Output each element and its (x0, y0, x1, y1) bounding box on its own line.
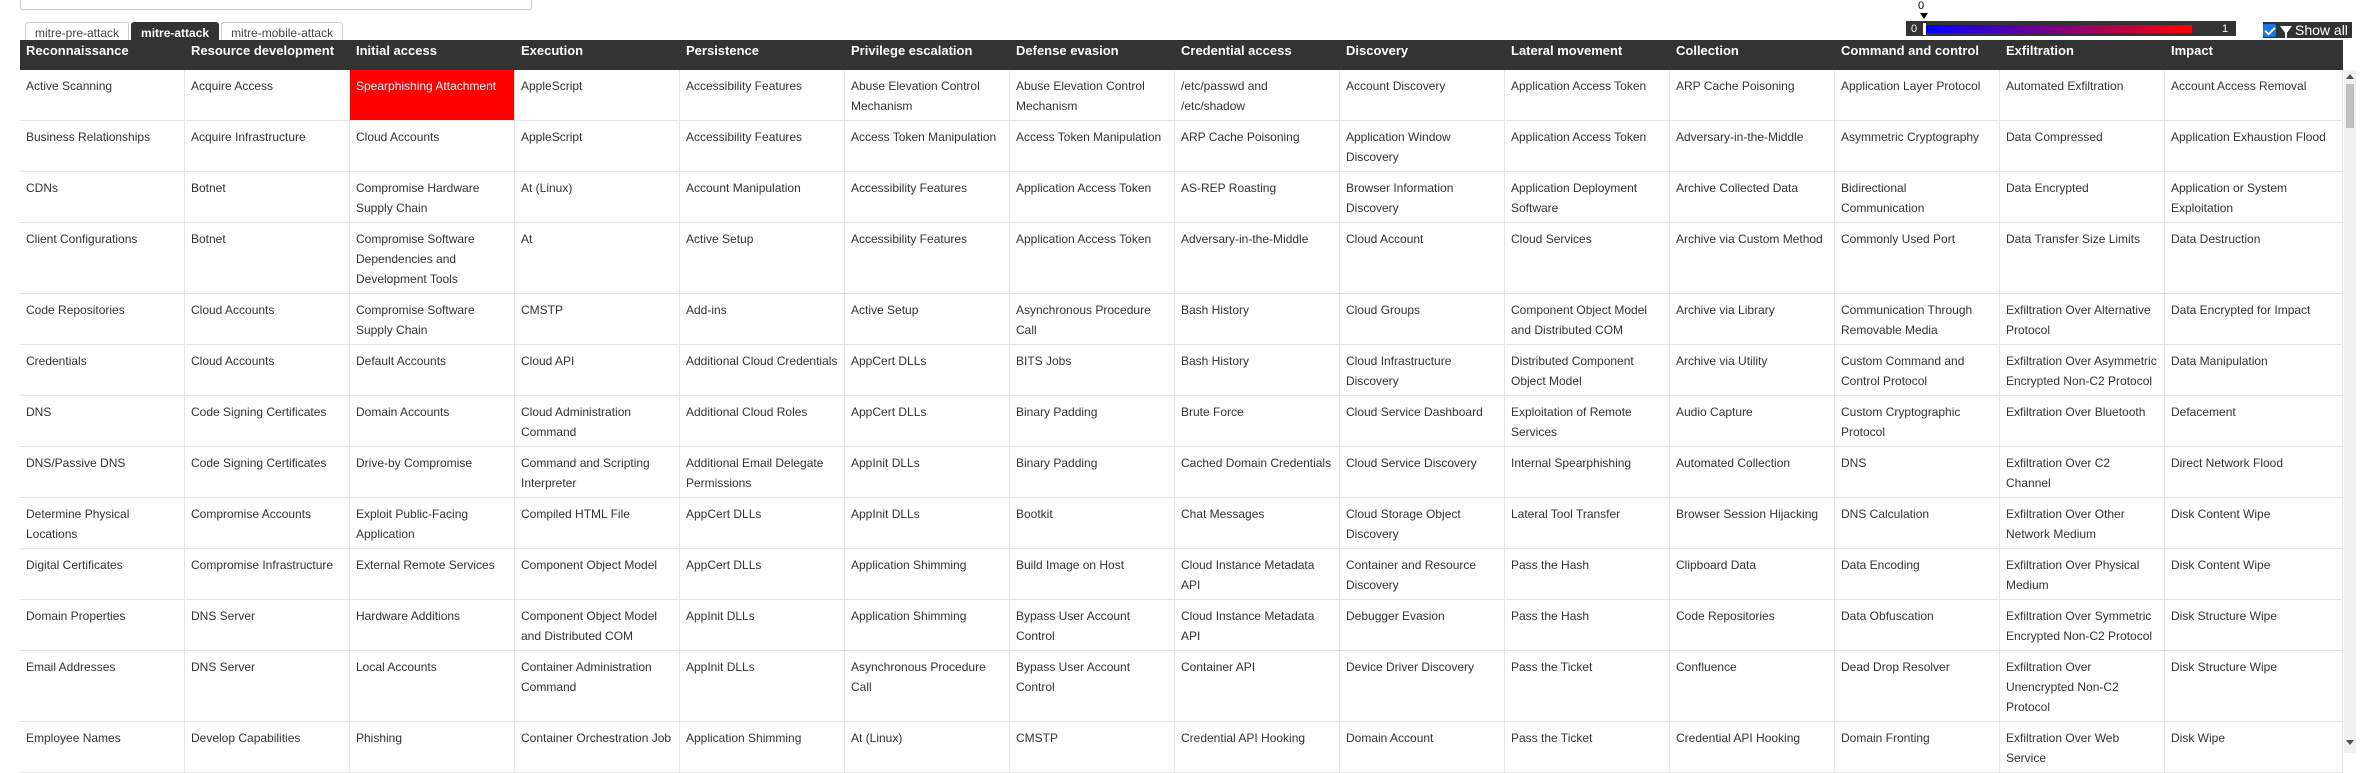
technique-cell[interactable]: Account Discovery (1340, 70, 1505, 120)
technique-cell[interactable]: Automated Collection (1670, 447, 1835, 497)
technique-cell[interactable]: Cloud Accounts (185, 345, 350, 395)
technique-cell[interactable]: Active Setup (680, 223, 845, 293)
technique-cell[interactable]: Compiled HTML File (515, 498, 680, 548)
column-header: Execution (521, 43, 584, 58)
table-body (20, 70, 2343, 773)
technique-cell[interactable]: Archive via Utility (1670, 345, 1835, 395)
technique-cell[interactable]: Cloud Groups (1340, 294, 1505, 344)
technique-cell[interactable]: Credential API Hooking (1670, 722, 1835, 772)
technique-cell[interactable]: AppCert DLLs (680, 498, 845, 548)
column-header: Reconnaissance (26, 43, 129, 58)
tab-mitre-attack[interactable]: mitre-attack (131, 22, 219, 43)
technique-cell[interactable]: Data Transfer Size Limits (2000, 223, 2165, 293)
technique-cell[interactable]: Cloud Instance Metadata API (1175, 549, 1340, 599)
technique-cell[interactable]: CDNs (20, 172, 185, 222)
technique-cell[interactable]: Client Configurations (20, 223, 185, 293)
table-row (20, 396, 2343, 447)
technique-cell[interactable]: Exfiltration Over C2 Channel (2000, 447, 2165, 497)
table-row (20, 651, 2343, 722)
technique-cell[interactable]: Asynchronous Procedure Call (1010, 294, 1175, 344)
technique-cell[interactable]: Accessibility Features (845, 223, 1010, 293)
technique-cell[interactable]: Application Access Token (1505, 70, 1670, 120)
filter-icon (2280, 26, 2292, 34)
matrix-table (20, 40, 2356, 765)
technique-cell[interactable]: Disk Structure Wipe (2165, 651, 2343, 721)
table-row (20, 600, 2343, 651)
technique-cell[interactable]: DNS (20, 396, 185, 446)
technique-cell[interactable]: Code Repositories (1670, 600, 1835, 650)
technique-cell[interactable]: Hardware Additions (350, 600, 515, 650)
technique-cell[interactable]: AppCert DLLs (680, 549, 845, 599)
technique-cell[interactable]: At (515, 223, 680, 293)
technique-cell[interactable]: Exfiltration Over Unencrypted Non-C2 Protocol (2000, 651, 2165, 721)
table-row (20, 172, 2343, 223)
technique-cell[interactable]: Domain Properties (20, 600, 185, 650)
technique-cell[interactable]: Bash History (1175, 294, 1340, 344)
technique-cell[interactable]: Container Orchestration Job (515, 722, 680, 772)
technique-cell[interactable]: Accessibility Features (680, 121, 845, 171)
column-header: Initial access (356, 43, 437, 58)
technique-cell[interactable]: Data Manipulation (2165, 345, 2343, 395)
technique-cell[interactable]: Pass the Ticket (1505, 722, 1670, 772)
legend-gradient (1924, 25, 2192, 33)
technique-cell[interactable]: Cloud Instance Metadata API (1175, 600, 1340, 650)
technique-cell[interactable]: Internal Spearphishing (1505, 447, 1670, 497)
technique-cell[interactable]: At (Linux) (515, 172, 680, 222)
technique-cell[interactable]: Adversary-in-the-Middle (1670, 121, 1835, 171)
technique-cell[interactable]: Credentials (20, 345, 185, 395)
technique-cell[interactable]: Disk Structure Wipe (2165, 600, 2343, 650)
technique-cell[interactable]: Compromise Accounts (185, 498, 350, 548)
table-row (20, 294, 2343, 345)
table-row (20, 345, 2343, 396)
vertical-scrollbar[interactable] (2344, 70, 2356, 753)
technique-cell[interactable]: Commonly Used Port (1835, 223, 2000, 293)
technique-cell[interactable]: AppInit DLLs (845, 447, 1010, 497)
column-header: Resource development (191, 43, 335, 58)
technique-cell[interactable]: Application Deployment Software (1505, 172, 1670, 222)
technique-cell[interactable]: Digital Certificates (20, 549, 185, 599)
legend-marker-icon (1920, 13, 1928, 19)
technique-cell[interactable]: DNS Server (185, 600, 350, 650)
technique-cell[interactable]: Component Object Model and Distributed COM (1505, 294, 1670, 344)
technique-cell[interactable]: Compromise Software Supply Chain (350, 294, 515, 344)
technique-cell[interactable]: Component Object Model and Distributed COM (515, 600, 680, 650)
legend-current-value: 0 (1918, 0, 1925, 12)
technique-cell[interactable]: DNS (1835, 447, 2000, 497)
technique-cell[interactable]: Employee Names (20, 722, 185, 772)
technique-cell[interactable]: Bash History (1175, 345, 1340, 395)
technique-cell[interactable]: Application Exhaustion Flood (2165, 121, 2343, 171)
technique-cell[interactable]: Exfiltration Over Other Network Medium (2000, 498, 2165, 548)
technique-cell[interactable]: Application Access Token (1010, 223, 1175, 293)
technique-cell[interactable]: Bypass User Account Control (1010, 651, 1175, 721)
technique-cell[interactable]: Develop Capabilities (185, 722, 350, 772)
technique-cell[interactable]: Active Setup (845, 294, 1010, 344)
technique-cell[interactable]: Accessibility Features (845, 172, 1010, 222)
technique-cell[interactable]: Bootkit (1010, 498, 1175, 548)
column-header: Collection (1676, 43, 1739, 58)
technique-cell[interactable]: /etc/passwd and /etc/shadow (1175, 70, 1340, 120)
column-header: Impact (2171, 43, 2213, 58)
technique-cell[interactable]: Archive Collected Data (1670, 172, 1835, 222)
technique-cell[interactable]: Credential API Hooking (1175, 722, 1340, 772)
table-row (20, 447, 2343, 498)
technique-cell[interactable]: Exploit Public-Facing Application (350, 498, 515, 548)
technique-cell[interactable]: Acquire Infrastructure (185, 121, 350, 171)
technique-cell[interactable]: ARP Cache Poisoning (1670, 70, 1835, 120)
technique-cell[interactable]: Accessibility Features (680, 70, 845, 120)
technique-cell[interactable]: Local Accounts (350, 651, 515, 721)
technique-cell[interactable]: Code Signing Certificates (185, 447, 350, 497)
technique-cell[interactable]: Pass the Ticket (1505, 651, 1670, 721)
technique-cell[interactable]: Exfiltration Over Symmetric Encrypted Non-C2 Protocol (2000, 600, 2165, 650)
table-row (20, 498, 2343, 549)
technique-cell[interactable]: Debugger Evasion (1340, 600, 1505, 650)
technique-cell[interactable]: CMSTP (1010, 722, 1175, 772)
technique-cell[interactable]: Browser Information Discovery (1340, 172, 1505, 222)
technique-cell[interactable]: Component Object Model (515, 549, 680, 599)
technique-cell[interactable]: Confluence (1670, 651, 1835, 721)
search-input[interactable] (20, 0, 532, 10)
technique-cell[interactable]: Application Shimming (845, 549, 1010, 599)
technique-cell[interactable]: Cloud Storage Object Discovery (1340, 498, 1505, 548)
technique-cell[interactable]: Email Addresses (20, 651, 185, 721)
technique-cell[interactable]: Archive via Custom Method (1670, 223, 1835, 293)
technique-cell[interactable]: Bidirectional Communication (1835, 172, 2000, 222)
technique-cell[interactable]: Cloud Account (1340, 223, 1505, 293)
show-all-checkbox[interactable] (2263, 24, 2276, 37)
technique-cell[interactable]: Disk Wipe (2165, 722, 2343, 772)
technique-cell[interactable]: Application Access Token (1505, 121, 1670, 171)
show-all-toggle[interactable] (2263, 22, 2352, 38)
technique-cell[interactable]: Data Compressed (2000, 121, 2165, 171)
technique-cell[interactable]: Binary Padding (1010, 447, 1175, 497)
technique-cell[interactable]: Build Image on Host (1010, 549, 1175, 599)
technique-cell[interactable]: Bypass User Account Control (1010, 600, 1175, 650)
technique-cell[interactable]: Binary Padding (1010, 396, 1175, 446)
technique-cell[interactable]: Asymmetric Cryptography (1835, 121, 2000, 171)
technique-cell[interactable]: Device Driver Discovery (1340, 651, 1505, 721)
technique-cell[interactable]: Data Obfuscation (1835, 600, 2000, 650)
technique-cell[interactable]: Code Signing Certificates (185, 396, 350, 446)
table-row (20, 223, 2343, 294)
technique-cell[interactable]: Access Token Manipulation (1010, 121, 1175, 171)
technique-cell[interactable]: Disk Content Wipe (2165, 549, 2343, 599)
technique-cell[interactable]: Cloud Administration Command (515, 396, 680, 446)
technique-cell[interactable]: Command and Scripting Interpreter (515, 447, 680, 497)
technique-cell[interactable]: Acquire Access (185, 70, 350, 120)
technique-cell[interactable]: AppCert DLLs (845, 396, 1010, 446)
technique-cell[interactable]: Exfiltration Over Bluetooth (2000, 396, 2165, 446)
technique-cell[interactable]: Add-ins (680, 294, 845, 344)
column-header: Lateral movement (1511, 43, 1623, 58)
technique-cell[interactable]: Pass the Hash (1505, 600, 1670, 650)
technique-cell[interactable]: Custom Cryptographic Protocol (1835, 396, 2000, 446)
technique-cell[interactable]: Exfiltration Over Alternative Protocol (2000, 294, 2165, 344)
show-all-label: Show all (2295, 22, 2348, 38)
technique-cell[interactable]: Pass the Hash (1505, 549, 1670, 599)
column-header: Persistence (686, 43, 759, 58)
technique-cell[interactable]: Chat Messages (1175, 498, 1340, 548)
technique-cell[interactable]: Cloud Service Discovery (1340, 447, 1505, 497)
technique-cell[interactable]: Abuse Elevation Control Mechanism (845, 70, 1010, 120)
scroll-down-icon[interactable] (2346, 740, 2354, 745)
technique-cell[interactable]: Asynchronous Procedure Call (845, 651, 1010, 721)
technique-cell[interactable]: Cloud Accounts (350, 121, 515, 171)
technique-cell[interactable]: Phishing (350, 722, 515, 772)
technique-cell[interactable]: Business Relationships (20, 121, 185, 171)
column-header: Credential access (1181, 43, 1292, 58)
table-row (20, 70, 2343, 121)
column-header: Discovery (1346, 43, 1409, 58)
technique-cell[interactable]: Abuse Elevation Control Mechanism (1010, 70, 1175, 120)
technique-cell[interactable]: Determine Physical Locations (20, 498, 185, 548)
technique-cell[interactable]: Exploitation of Remote Services (1505, 396, 1670, 446)
technique-cell[interactable]: Spearphishing Attachment (350, 70, 515, 120)
technique-cell[interactable]: Adversary-in-the-Middle (1175, 223, 1340, 293)
technique-cell[interactable]: Default Accounts (350, 345, 515, 395)
technique-cell[interactable]: Additional Cloud Roles (680, 396, 845, 446)
technique-cell[interactable]: Brute Force (1175, 396, 1340, 446)
technique-cell[interactable]: Application Window Discovery (1340, 121, 1505, 171)
technique-cell[interactable]: Custom Command and Control Protocol (1835, 345, 2000, 395)
technique-cell[interactable]: Domain Account (1340, 722, 1505, 772)
table-row (20, 121, 2343, 172)
technique-cell[interactable]: Distributed Component Object Model (1505, 345, 1670, 395)
technique-cell[interactable]: Drive-by Compromise (350, 447, 515, 497)
table-row (20, 722, 2343, 773)
technique-cell[interactable]: Application Layer Protocol (1835, 70, 2000, 120)
technique-cell[interactable]: Cloud API (515, 345, 680, 395)
column-header: Command and control (1841, 43, 1979, 58)
column-header: Exfiltration (2006, 43, 2074, 58)
technique-cell[interactable]: Audio Capture (1670, 396, 1835, 446)
technique-cell[interactable]: Data Encrypted for Impact (2165, 294, 2343, 344)
technique-cell[interactable]: AppleScript (515, 70, 680, 120)
technique-cell[interactable]: AppleScript (515, 121, 680, 171)
column-header: Defense evasion (1016, 43, 1119, 58)
technique-cell[interactable]: AS-REP Roasting (1175, 172, 1340, 222)
technique-cell[interactable]: Botnet (185, 223, 350, 293)
technique-cell[interactable]: Code Repositories (20, 294, 185, 344)
technique-cell[interactable]: Browser Session Hijacking (1670, 498, 1835, 548)
score-legend (1906, 0, 2236, 40)
technique-cell[interactable]: Exfiltration Over Asymmetric Encrypted Non-C2 Protocol (2000, 345, 2165, 395)
scroll-up-icon[interactable] (2346, 74, 2354, 79)
technique-cell[interactable]: Communication Through Removable Media (1835, 294, 2000, 344)
technique-cell[interactable]: Container and Resource Discovery (1340, 549, 1505, 599)
technique-cell[interactable]: Cloud Services (1505, 223, 1670, 293)
tab-mitre-pre-attack[interactable]: mitre-pre-attack (25, 22, 129, 43)
technique-cell[interactable]: Automated Exfiltration (2000, 70, 2165, 120)
legend-max-value: 1 (2222, 23, 2229, 35)
technique-cell[interactable]: Defacement (2165, 396, 2343, 446)
technique-cell[interactable]: DNS Calculation (1835, 498, 2000, 548)
technique-cell[interactable]: Direct Network Flood (2165, 447, 2343, 497)
technique-cell[interactable]: BITS Jobs (1010, 345, 1175, 395)
technique-cell[interactable]: Container Administration Command (515, 651, 680, 721)
technique-cell[interactable]: Dead Drop Resolver (1835, 651, 2000, 721)
scrollbar-thumb[interactable] (2346, 84, 2354, 128)
technique-cell[interactable]: Account Access Removal (2165, 70, 2343, 120)
table-header (20, 40, 2343, 70)
technique-cell[interactable]: Compromise Infrastructure (185, 549, 350, 599)
technique-cell[interactable]: Exfiltration Over Web Service (2000, 722, 2165, 772)
technique-cell[interactable]: At (Linux) (845, 722, 1010, 772)
technique-cell[interactable]: DNS Server (185, 651, 350, 721)
technique-cell[interactable]: Cached Domain Credentials (1175, 447, 1340, 497)
technique-cell[interactable]: Cloud Infrastructure Discovery (1340, 345, 1505, 395)
technique-cell[interactable]: Clipboard Data (1670, 549, 1835, 599)
technique-cell[interactable]: Access Token Manipulation (845, 121, 1010, 171)
technique-cell[interactable]: Cloud Accounts (185, 294, 350, 344)
technique-cell[interactable]: Container API (1175, 651, 1340, 721)
technique-cell[interactable]: Botnet (185, 172, 350, 222)
technique-cell[interactable]: Active Scanning (20, 70, 185, 120)
technique-cell[interactable]: CMSTP (515, 294, 680, 344)
technique-cell[interactable]: Additional Cloud Credentials (680, 345, 845, 395)
technique-cell[interactable]: AppCert DLLs (845, 345, 1010, 395)
technique-cell[interactable]: Compromise Hardware Supply Chain (350, 172, 515, 222)
technique-cell[interactable]: Application Access Token (1010, 172, 1175, 222)
tab-mitre-mobile-attack[interactable]: mitre-mobile-attack (221, 22, 343, 43)
technique-cell[interactable]: Archive via Library (1670, 294, 1835, 344)
technique-cell[interactable]: Disk Content Wipe (2165, 498, 2343, 548)
technique-cell[interactable]: AppInit DLLs (680, 600, 845, 650)
technique-cell[interactable]: Account Manipulation (680, 172, 845, 222)
technique-cell[interactable]: Lateral Tool Transfer (1505, 498, 1670, 548)
technique-cell[interactable]: Additional Email Delegate Permissions (680, 447, 845, 497)
column-header: Privilege escalation (851, 43, 973, 58)
technique-cell[interactable]: Application Shimming (680, 722, 845, 772)
technique-cell[interactable]: Data Destruction (2165, 223, 2343, 293)
table-row (20, 549, 2343, 600)
legend-slider-handle[interactable] (1923, 23, 1926, 35)
technique-cell[interactable]: ARP Cache Poisoning (1175, 121, 1340, 171)
technique-cell[interactable]: Compromise Software Dependencies and Development Tools (350, 223, 515, 293)
technique-cell[interactable]: AppInit DLLs (680, 651, 845, 721)
technique-cell[interactable]: Domain Fronting (1835, 722, 2000, 772)
technique-cell[interactable]: Domain Accounts (350, 396, 515, 446)
legend-min-value: 0 (1911, 23, 1918, 35)
technique-cell[interactable]: DNS/Passive DNS (20, 447, 185, 497)
technique-cell[interactable]: Cloud Service Dashboard (1340, 396, 1505, 446)
technique-cell[interactable]: Application Shimming (845, 600, 1010, 650)
technique-cell[interactable]: Exfiltration Over Physical Medium (2000, 549, 2165, 599)
technique-cell[interactable]: AppInit DLLs (845, 498, 1010, 548)
technique-cell[interactable]: Data Encoding (1835, 549, 2000, 599)
technique-cell[interactable]: Data Encrypted (2000, 172, 2165, 222)
technique-cell[interactable]: Application or System Exploitation (2165, 172, 2343, 222)
technique-cell[interactable]: External Remote Services (350, 549, 515, 599)
